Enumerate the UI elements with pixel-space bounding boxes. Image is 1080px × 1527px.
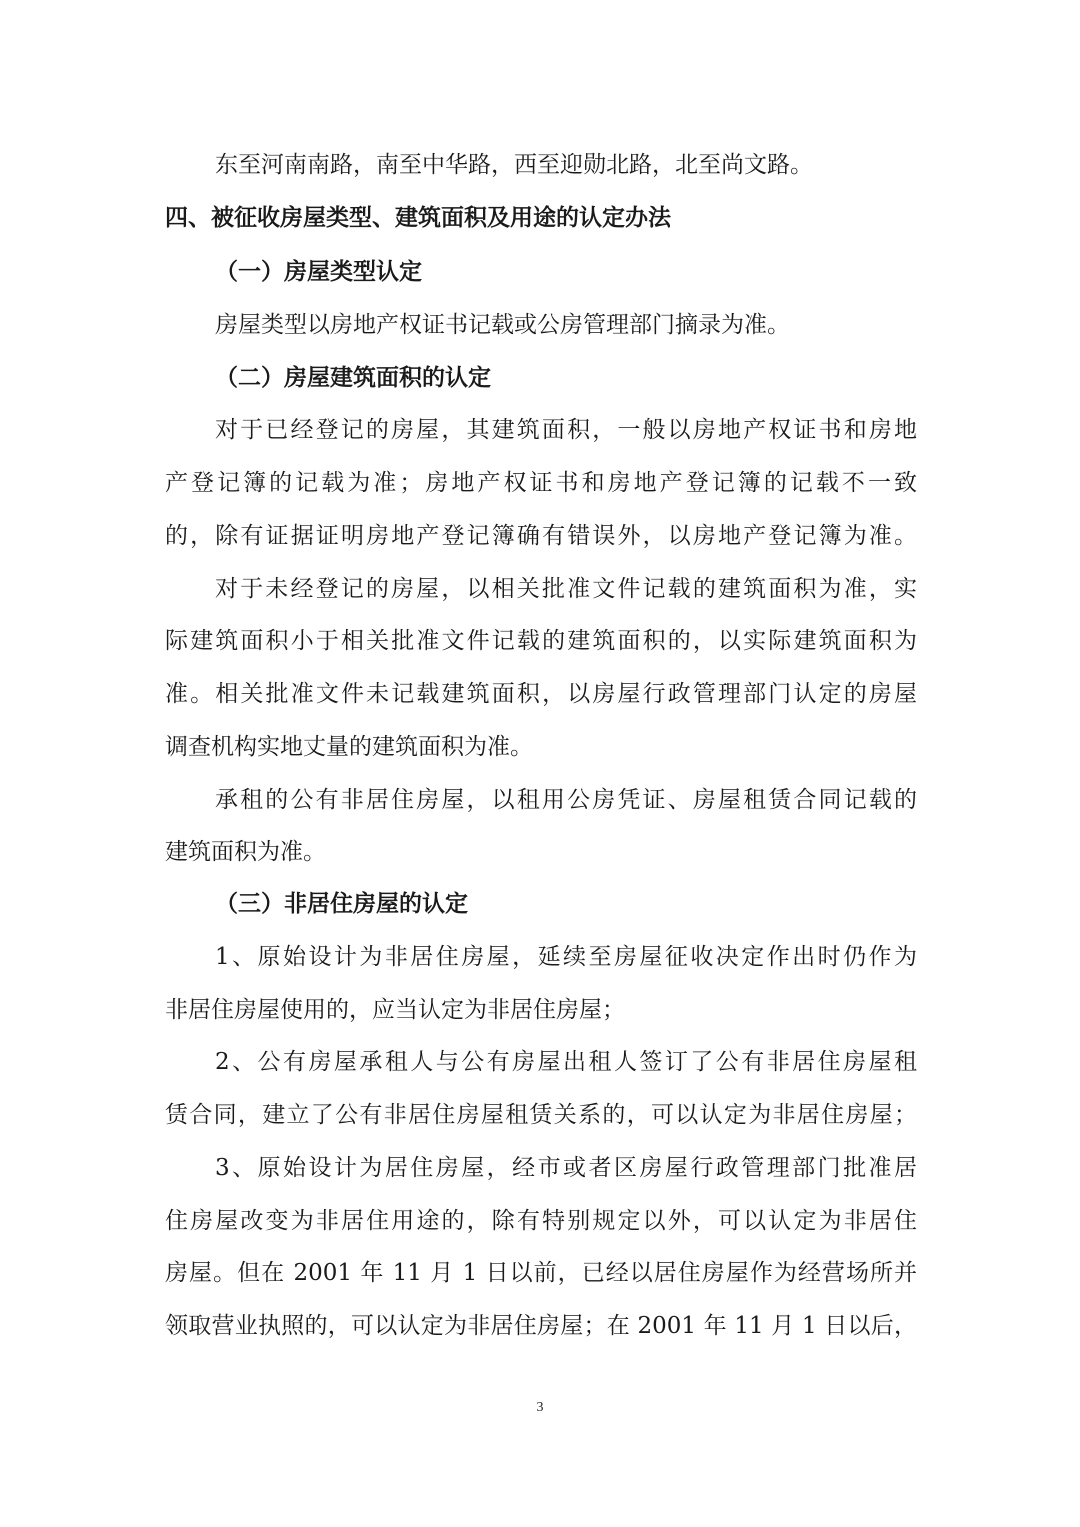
body-line: 对于已经登记的房屋，其建筑面积，一般以房地产权证书和房地 (215, 417, 917, 443)
body-line: 1、原始设计为非居住房屋，延续至房屋征收决定作出时仍作为 (215, 944, 917, 970)
subsection-heading: （二）房屋建筑面积的认定 (215, 365, 491, 391)
page-number: 3 (536, 1400, 544, 1415)
body-line: 承租的公有非居住房屋，以租用公房凭证、房屋租赁合同记载的 (215, 787, 917, 813)
subsection-heading: （三）非居住房屋的认定 (215, 891, 468, 917)
body-line: 调查机构实地丈量的建筑面积为准。 (165, 734, 533, 760)
body-line: 的，除有证据证明房地产登记簿确有错误外，以房地产登记簿为准。 (165, 523, 917, 549)
section-heading: 四、被征收房屋类型、建筑面积及用途的认定办法 (165, 205, 671, 231)
body-line: 领取营业执照的，可以认定为非居住房屋；在 2001 年 11 月 1 日以后， (165, 1313, 917, 1339)
body-line: 产登记簿的记载为准；房地产权证书和房地产登记簿的记载不一致 (165, 470, 917, 496)
body-line: 对于未经登记的房屋，以相关批准文件记载的建筑面积为准，实 (215, 576, 917, 602)
body-line: 东至河南南路，南至中华路，西至迎勋北路，北至尚文路。 (215, 152, 813, 178)
body-line: 际建筑面积小于相关批准文件记载的建筑面积的，以实际建筑面积为 (165, 628, 917, 654)
body-line: 2、公有房屋承租人与公有房屋出租人签订了公有非居住房屋租 (215, 1049, 917, 1075)
body-line: 住房屋改变为非居住用途的，除有特别规定以外，可以认定为非居住 (165, 1208, 917, 1234)
body-line: 房屋类型以房地产权证书记载或公房管理部门摘录为准。 (215, 312, 790, 338)
body-line: 房屋。但在 2001 年 11 月 1 日以前，已经以居住房屋作为经营场所并 (165, 1260, 917, 1286)
body-line: 非居住房屋使用的，应当认定为非居住房屋； (165, 997, 625, 1023)
body-line: 赁合同，建立了公有非居住房屋租赁关系的，可以认定为非居住房屋； (165, 1102, 917, 1128)
subsection-heading: （一）房屋类型认定 (215, 259, 422, 285)
body-line: 建筑面积为准。 (165, 839, 326, 865)
body-line: 3、原始设计为居住房屋，经市或者区房屋行政管理部门批准居 (215, 1155, 917, 1181)
body-line: 准。相关批准文件未记载建筑面积，以房屋行政管理部门认定的房屋 (165, 681, 917, 707)
